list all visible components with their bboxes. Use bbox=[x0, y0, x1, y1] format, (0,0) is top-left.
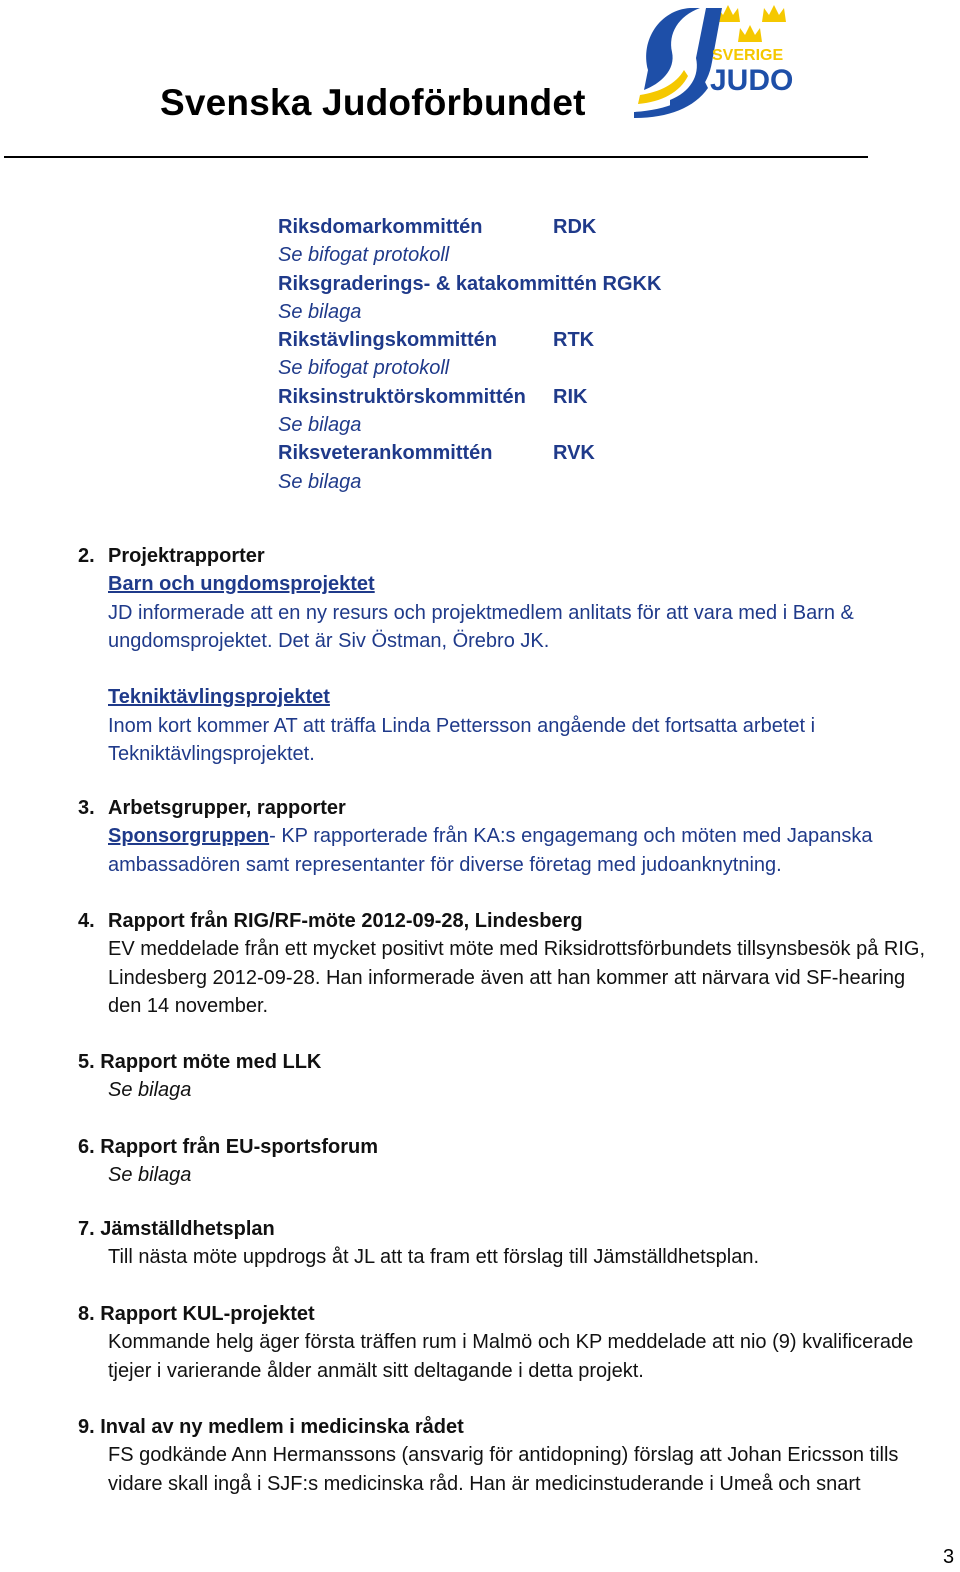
section-title: Inval av ny medlem i medicinska rådet bbox=[100, 1416, 464, 1438]
section-heading bbox=[78, 542, 940, 570]
committee-name: Riksdomarkommittén bbox=[278, 216, 483, 238]
committee-name: Riksveterankommittén bbox=[278, 442, 493, 465]
section-kul-projektet bbox=[78, 1300, 940, 1385]
subsection-title-teknik: Tekniktävlingsprojektet bbox=[108, 686, 330, 709]
section-body bbox=[78, 822, 940, 879]
committee-note: Se bifogat protokoll bbox=[278, 357, 450, 380]
committee-code: RTK bbox=[553, 329, 595, 352]
section-heading bbox=[78, 1215, 940, 1243]
section-body: FS godkände Ann Hermanssons (ansvarig för antidopning) förslag att Johan Ericsson tills vidare skall ingå i SJF:s medicinska råd. Han är medicinstuderande i Umeå och snart bbox=[108, 1444, 899, 1495]
page-number: 3 bbox=[943, 1546, 955, 1568]
section-number: 8. bbox=[78, 1303, 95, 1325]
section-title: Arbetsgrupper, rapporter bbox=[108, 797, 346, 819]
committee-row bbox=[278, 383, 661, 411]
section-heading bbox=[78, 1300, 940, 1328]
section-arbetsgrupper bbox=[78, 794, 940, 879]
section-body: Till nästa möte uppdrogs åt JL att ta fram ett förslag till Jämställdhetsplan. bbox=[108, 1246, 760, 1269]
section-number: 3. bbox=[78, 797, 95, 819]
section-number: 4. bbox=[78, 910, 95, 932]
committee-note: Se bilaga bbox=[278, 470, 362, 493]
subsection-text-teknik: Inom kort kommer AT att träffa Linda Pettersson angående det fortsatta arbetet i Tekniktävlingsprojektet. bbox=[108, 714, 816, 766]
organization-title: Svenska Judoförbundet bbox=[160, 82, 586, 123]
committee-list bbox=[278, 213, 661, 496]
header-divider bbox=[4, 156, 868, 158]
logo-text-sverige: SVERIGE bbox=[712, 47, 784, 64]
section-projektrapporter bbox=[78, 542, 940, 768]
committee-code: RIK bbox=[553, 385, 588, 408]
committee-name: Riksgraderings- & katakommittén bbox=[278, 272, 597, 295]
section-number: 7. bbox=[78, 1218, 95, 1240]
section-title: Rapport KUL-projektet bbox=[100, 1303, 315, 1325]
section-number: 2. bbox=[78, 545, 95, 567]
committee-row bbox=[278, 439, 661, 467]
committee-row bbox=[278, 213, 661, 241]
section-rig-rf bbox=[78, 907, 940, 1020]
section-eu-sportsforum bbox=[78, 1133, 940, 1190]
committee-name: Rikstävlingskommittén bbox=[278, 329, 497, 352]
section-medicinska-radet bbox=[78, 1413, 940, 1498]
crown-icon bbox=[716, 5, 786, 42]
section-number: 9. bbox=[78, 1416, 95, 1438]
subsection-text-barn: JD informerade att en ny resurs och projektmedlem anlitats för att vara med i Barn & ungdomsprojektet. Det är Siv Östman, Örebro JK. bbox=[108, 601, 854, 652]
section-title: Rapport från RIG/RF-möte 2012-09-28, Lindesberg bbox=[108, 910, 583, 932]
section-title: Rapport möte med LLK bbox=[100, 1051, 322, 1073]
section-body: Se bilaga bbox=[108, 1079, 192, 1102]
subsection-title-barn: Barn och ungdomsprojektet bbox=[108, 573, 375, 596]
committee-code: RGKK bbox=[602, 272, 662, 295]
section-heading bbox=[78, 1048, 940, 1076]
section-heading bbox=[78, 1133, 940, 1161]
section-title: Rapport från EU-sportsforum bbox=[100, 1136, 379, 1158]
section-number: 6. bbox=[78, 1136, 95, 1158]
committee-note: Se bilaga bbox=[278, 300, 362, 323]
logo-text-judo: JUDO bbox=[710, 64, 794, 97]
committee-code: RVK bbox=[553, 442, 595, 465]
section-title: Projektrapporter bbox=[108, 545, 265, 567]
section-title: Jämställdhetsplan bbox=[100, 1218, 275, 1240]
section-heading bbox=[78, 907, 940, 935]
committee-name: Riksinstruktörskommittén bbox=[278, 385, 526, 408]
section-heading bbox=[78, 794, 940, 822]
section-body: EV meddelade från ett mycket positivt möte med Riksidrottsförbundets tillsynsbesök på RIG, Lindesberg 2012-09-28. Han informerade även att han kommer att närvara vid SF-hearing den 14 november. bbox=[108, 938, 926, 1017]
section-body: Kommande helg äger första träffen rum i Malmö och KP meddelade att nio (9) kvalificerade tjejer i varierande ålder anmält sitt deltagande i detta projekt. bbox=[108, 1331, 914, 1382]
committee-row bbox=[278, 270, 661, 298]
section-llk bbox=[78, 1048, 940, 1105]
section-number: 5. bbox=[78, 1051, 95, 1073]
sverige-judo-logo bbox=[630, 0, 810, 120]
subsection-title-sponsor: Sponsorgruppen bbox=[108, 825, 270, 848]
committee-note: Se bifogat protokoll bbox=[278, 244, 450, 267]
committee-row bbox=[278, 326, 661, 354]
section-jamstalldhet bbox=[78, 1215, 940, 1272]
committee-code: RDK bbox=[553, 216, 597, 238]
section-heading bbox=[78, 1413, 940, 1441]
committee-note: Se bilaga bbox=[278, 414, 362, 437]
subsection-text-sponsor: - KP rapporterade från KA:s engagemang och möten med Japanska ambassadören samt representanter för diverse företag med judoanknytning. bbox=[108, 825, 873, 876]
section-body: Se bilaga bbox=[108, 1164, 192, 1187]
